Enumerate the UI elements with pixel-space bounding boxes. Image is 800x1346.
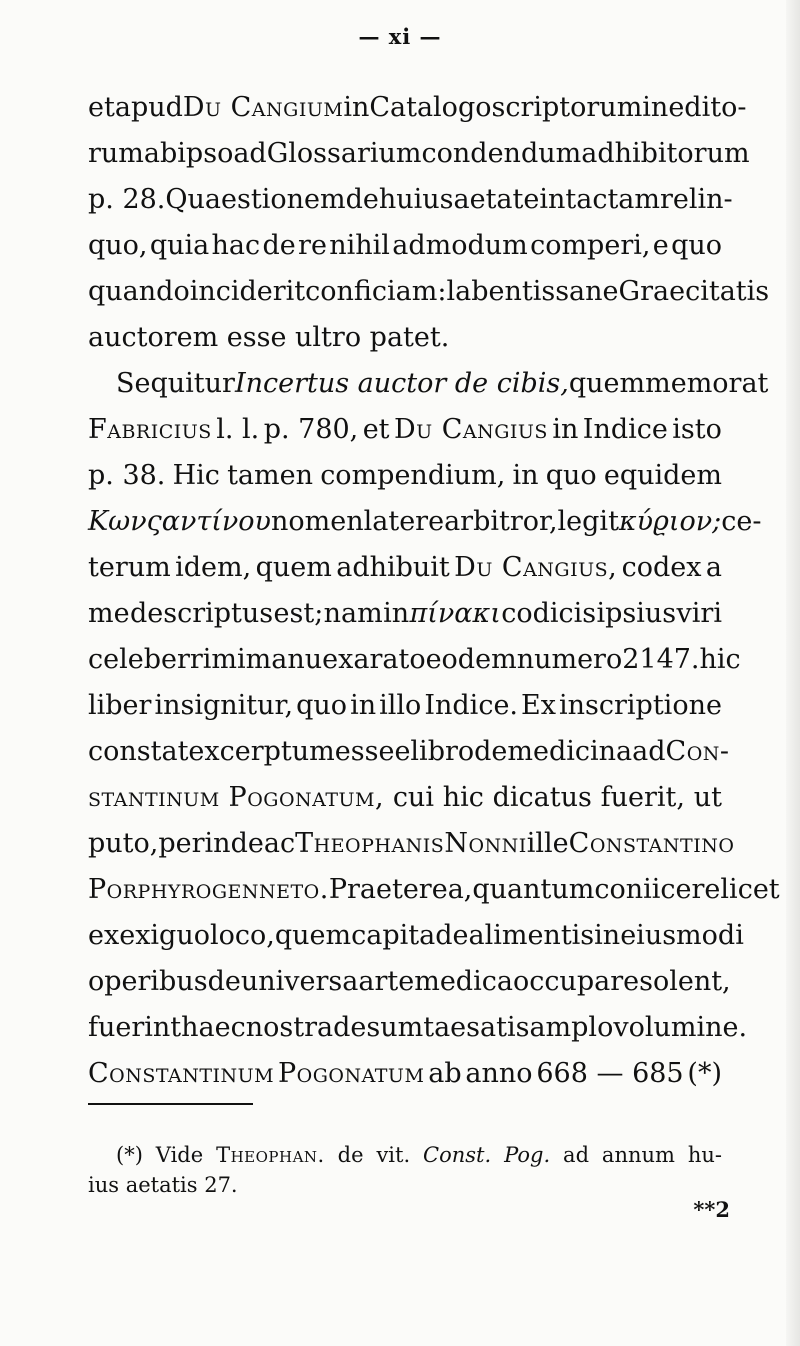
greek-word: πίνακι xyxy=(409,598,501,629)
signature-mark: **2 xyxy=(693,1197,730,1222)
text-line-15: constat excerptum esse e libro de medicina ad Con- xyxy=(88,736,730,767)
footnote xyxy=(88,1140,722,1200)
text-line-10: Κωνςαντίνου nomen latere arbitror, legit κύϱιον; ce- xyxy=(88,499,722,545)
author-name: Du Cangius xyxy=(393,414,548,445)
text-line-19: ex exiguo loco, quem capita de alimentis in eiusmodi xyxy=(88,920,744,951)
person-name: Porphyrogenneto. xyxy=(88,874,329,905)
text-line-3: p. 28. Quaestionem de huius aetate intactam relin- xyxy=(88,184,733,215)
author-name: Du Cangium xyxy=(182,92,344,123)
person-name: Constantinum xyxy=(88,1058,275,1089)
text-line-22: Constantinum Pogonatum ab anno 668 — 685 (*) xyxy=(88,1051,722,1097)
text-line-16: stantinum Pogonatum, cui hic dicatus fuerit, ut xyxy=(88,775,722,821)
text-line-1: et apud Du Cangium in Catalogo scriptorum inedito- xyxy=(88,85,722,131)
page-edge-shadow xyxy=(786,0,800,1346)
greek-word: κύϱιον; xyxy=(618,506,722,537)
text-line-11: terum idem, quem adhibuit Du Cangius, codex a xyxy=(88,545,722,591)
running-head: — xi — xyxy=(358,24,442,49)
text-line-20: operibus de universa arte medica occupare solent, xyxy=(88,966,731,997)
person-name: Theophanis xyxy=(295,828,445,859)
text-line-7: Sequitur Incertus auctor de cibis, quem memorat xyxy=(88,361,722,407)
text-line-13: celeberrimi manu exarato eodem numero 2147. hic xyxy=(88,644,741,675)
text-line-17: puto, perinde ac Theophanis Nonni ille Constantino xyxy=(88,821,722,867)
footnote-line-1: (*) Vide Theophan. de vit. Const. Pog. ad annum hu- xyxy=(88,1140,722,1170)
text-line-4: quo, quia hac de re nihil admodum comperi, e quo xyxy=(88,230,722,261)
person-name: Nonni xyxy=(444,828,527,859)
person-name: Theophan. xyxy=(216,1143,325,1167)
author-name: Fabricius xyxy=(88,414,212,445)
person-name: Pogonatum, xyxy=(228,782,385,813)
text-line-21: fuerint haec nostra desumta e satis amplo volumine. xyxy=(88,1012,748,1043)
text-line-6: auctorem esse ultro patet. xyxy=(88,322,450,353)
text-line-5: quando inciderit conficiam: labentis sane Graecitatis xyxy=(88,276,770,307)
author-name: Du Cangius, xyxy=(454,552,618,583)
footnote-marker: (*) xyxy=(687,1058,722,1089)
person-name: stantinum xyxy=(88,782,220,813)
greek-word: Κωνςαντίνου xyxy=(88,506,271,537)
text-line-9: p. 38. Hic tamen compendium, in quo equidem xyxy=(88,460,722,491)
text-line-12: me descriptus est; nam in πίνακι codicis ipsius viri xyxy=(88,591,722,637)
text-line-18: Porphyrogenneto. Praeterea, quantum coniicere licet xyxy=(88,867,722,913)
footnote-line-2: ius aetatis 27. xyxy=(88,1173,238,1197)
person-name: Pogonatum xyxy=(277,1058,425,1089)
work-title: Incertus auctor de cibis, xyxy=(234,368,569,399)
person-name: Constantino xyxy=(568,828,735,859)
text-line-8: Fabricius l. l. p. 780, et Du Cangius in Indice isto xyxy=(88,407,722,453)
body-text xyxy=(88,85,780,1097)
footnote-rule xyxy=(88,1103,253,1105)
text-line-14: liber insignitur, quo in illo Indice. Ex inscriptione xyxy=(88,690,722,721)
text-line-2: rum ab ipso ad Glossarium condendum adhibitorum xyxy=(88,138,750,169)
